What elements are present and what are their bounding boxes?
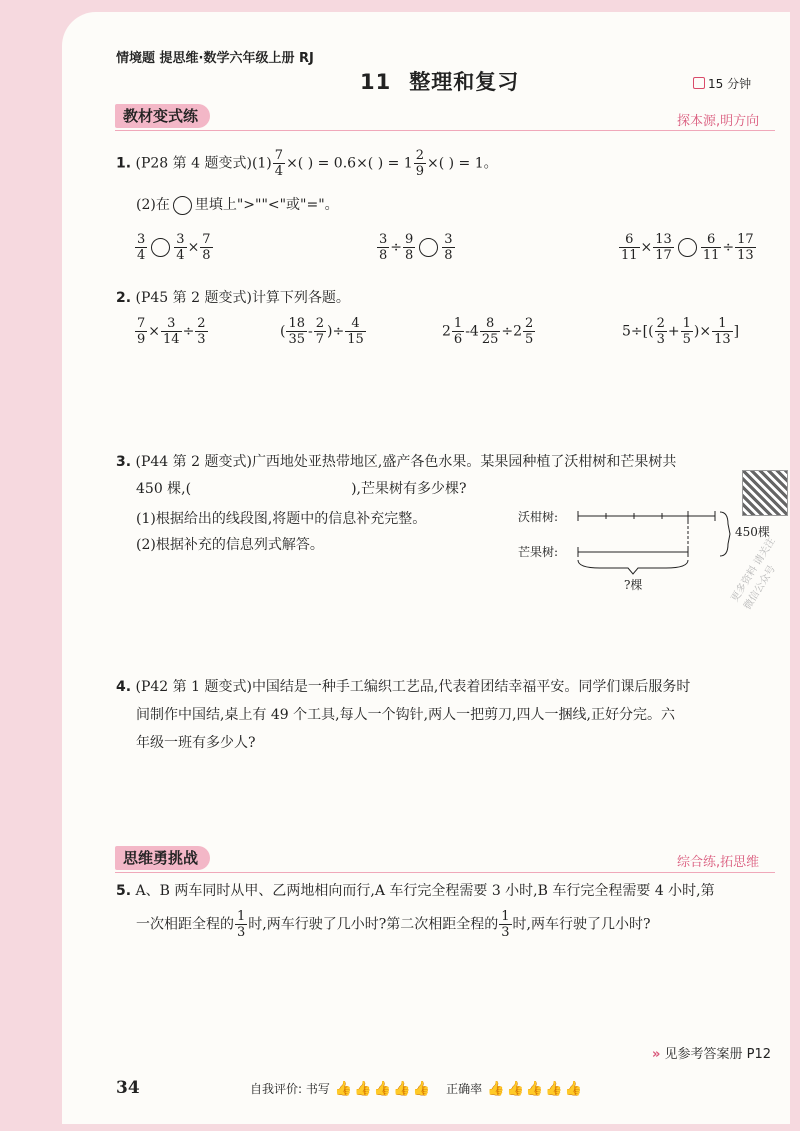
question-4-line3: 年级一班有多少人? (136, 735, 256, 751)
circle-icon[interactable] (678, 238, 697, 257)
question-source: (P44 第 2 题变式) (135, 454, 252, 470)
qr-code (742, 470, 788, 516)
section-subtitle-practice: 探本源,明方向 (677, 114, 760, 129)
question-number: 4. (116, 679, 132, 695)
instruction-text: 里填上">""<"或"="。 (194, 197, 339, 213)
fraction: $\frac{2}{9}$ (415, 148, 424, 179)
watermark: 更多资料 请关注微信公众号 (729, 536, 779, 612)
question-text: 450 棵,( (136, 481, 192, 497)
question-5-line2 (136, 909, 651, 940)
question-3-sub1: (1)根据给出的线段图,将题中的信息补充完整。 (136, 511, 427, 527)
section-divider (115, 130, 775, 131)
instruction-text: (2)在 (136, 197, 170, 213)
time-limit (693, 75, 751, 92)
question-text: 时,两车行驶了几小时? (512, 916, 651, 933)
question-text: 广西地处亚热带地区,盛产各色水果。某果园种植了沃柑树和芒果树共 (251, 454, 677, 470)
question-4-line2: 间制作中国结,桌上有 49 个工具,每人一个钩针,两人一把剪刀,四人一捆线,正好分完。六 (136, 707, 675, 723)
question-3-line2 (136, 478, 467, 498)
answer-reference-text: 见参考答案册 P12 (664, 1047, 772, 1062)
question-source: (P42 第 1 题变式) (135, 679, 252, 695)
thumbs-up-icon[interactable]: 👍 (373, 1081, 392, 1097)
diagram-question: ?棵 (624, 578, 643, 592)
self-eval-label: 自我评价: (250, 1082, 303, 1096)
circle-icon[interactable] (419, 238, 438, 257)
question-text: ),芒果树有多少棵? (351, 481, 467, 497)
question-3-sub2: (2)根据补充的信息列式解答。 (136, 537, 324, 553)
diagram-total: 450棵 (735, 525, 770, 539)
question-number: 5. (116, 883, 132, 899)
question-1-line (116, 148, 498, 179)
fraction: $\frac{7}{4}$ (274, 148, 284, 179)
part-label: (1) (251, 155, 272, 172)
question-number: 2. (116, 290, 132, 306)
page-number: 34 (116, 1078, 140, 1098)
calc-item-2: ( $\frac{18}{35}$ - $\frac{2}{7}$ )÷ $\frac{4}{15}$ (280, 316, 364, 347)
section-divider (115, 872, 775, 873)
thumbs-up-icon[interactable]: 👍 (412, 1081, 430, 1097)
answer-reference (652, 1043, 771, 1062)
section-label-challenge: 思维勇挑战 (115, 846, 210, 870)
question-5-line1 (116, 880, 715, 900)
section-label-practice: 教材变式练 (115, 104, 210, 128)
lesson-name: 整理和复习 (409, 70, 520, 94)
fraction: $\frac{1}{3}$ (237, 909, 246, 940)
question-source: (P28 第 4 题变式) (135, 155, 252, 172)
fraction: $\frac{1}{3}$ (501, 909, 510, 940)
circle-icon[interactable] (151, 238, 170, 257)
double-chevron-icon: » (652, 1047, 661, 1062)
time-limit-text: 15 分钟 (708, 77, 752, 91)
compare-item-1: $\frac{3}{4}$ $\frac{3}{4}$ × $\frac{7}{8}$ (137, 232, 211, 263)
question-text: 时,两车行驶了几小时?第二次相距全程的 (248, 916, 499, 933)
question-text: 一次相距全程的 (136, 916, 234, 933)
calc-item-1: $\frac{7}{9}$ × $\frac{3}{14}$ ÷ $\frac{2}{3}$ (137, 316, 206, 347)
question-text: A、B 两车同时从甲、乙两地相向而行,A 车行完全程需要 3 小时,B 车行完全程需要 4 小时,第 (135, 883, 715, 899)
lesson-title (360, 66, 519, 96)
series-title: 情境题 提思维·数学六年级上册 RJ (116, 51, 314, 66)
circle-icon (173, 196, 192, 215)
clock-icon (693, 77, 705, 89)
section-subtitle-challenge: 综合练,拓思维 (677, 855, 760, 870)
question-1-part2 (136, 194, 339, 215)
thumbs-up-icon[interactable]: 👍 (334, 1081, 353, 1097)
calc-item-3: 2 $\frac{1}{6}$ -4 $\frac{8}{25}$ ÷2 $\frac{2}{5}$ (442, 316, 534, 347)
thumbs-up-icon[interactable]: 👍 (564, 1081, 583, 1097)
thumbs-up-icon[interactable]: 👍 (545, 1081, 563, 1097)
accuracy-label: 正确率 (446, 1082, 483, 1096)
thumbs-up-icon[interactable]: 👍 (354, 1081, 372, 1097)
thumbs-up-icon[interactable]: 👍 (506, 1081, 524, 1097)
thumbs-up-icon[interactable]: 👍 (487, 1081, 505, 1097)
question-text: 计算下列各题。 (251, 290, 350, 306)
compare-item-3: $\frac{6}{11}$ × $\frac{13}{17}$ $\frac{6}{11}$ ÷ $\frac{17}{13}$ (621, 232, 754, 263)
question-4-line1 (116, 676, 690, 696)
line-segment-diagram (570, 500, 740, 590)
calc-item-4: 5÷[( $\frac{2}{3}$ + $\frac{1}{5}$ )× $\frac{1}{13}$ ] (622, 316, 740, 347)
compare-item-2: $\frac{3}{8}$ ÷ $\frac{9}{8}$ $\frac{3}{8}$ (379, 232, 453, 263)
thumbs-up-icon[interactable]: 👍 (393, 1081, 411, 1097)
diagram-label-b: 芒果树: (518, 545, 559, 559)
question-3-line1 (116, 451, 676, 471)
question-number: 1. (116, 155, 132, 172)
diagram-label-a: 沃柑树: (518, 510, 559, 524)
equation-part: ×( ) = 0.6×( ) = 1 (286, 155, 413, 172)
question-2-line (116, 287, 350, 307)
lesson-number: 11 (360, 70, 392, 94)
writing-label: 书写 (305, 1082, 330, 1096)
question-source: (P45 第 2 题变式) (135, 290, 252, 306)
self-evaluation (250, 1080, 583, 1097)
question-number: 3. (116, 454, 132, 470)
thumbs-up-icon[interactable]: 👍 (525, 1081, 544, 1097)
equation-part: ×( ) = 1。 (427, 155, 498, 172)
question-text: 中国结是一种手工编织工艺品,代表着团结幸福平安。同学们课后服务时 (251, 679, 691, 695)
